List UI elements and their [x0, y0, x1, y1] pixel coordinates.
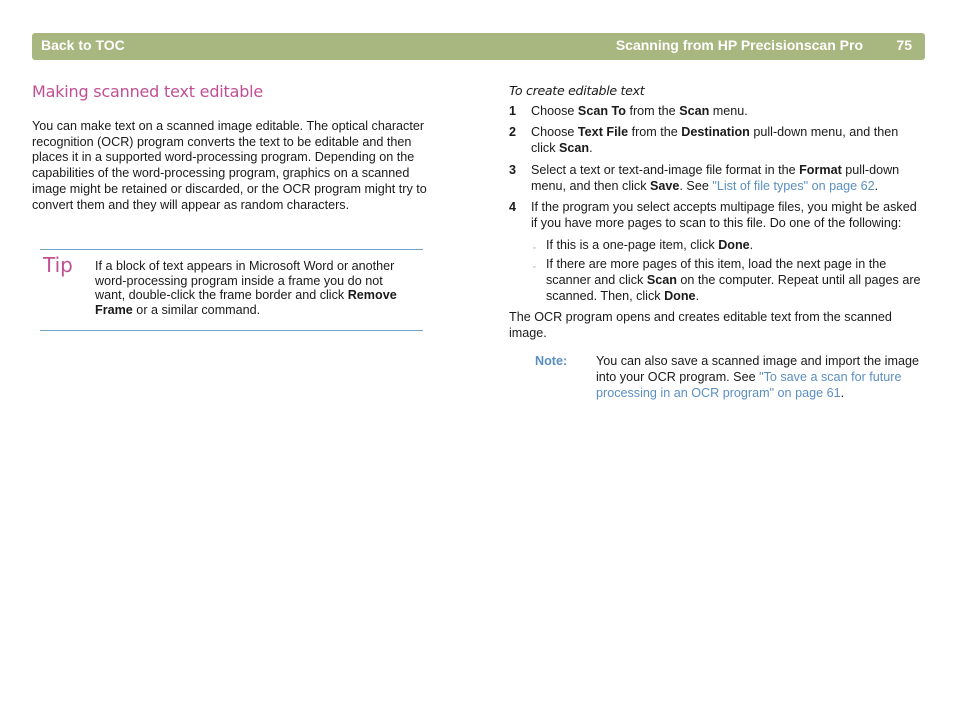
note-label: Note:: [535, 354, 568, 369]
back-to-toc-link[interactable]: Back to TOC: [41, 37, 125, 53]
step-number: 2: [509, 125, 517, 140]
note: Note: You can also save a scanned image and import the image into your OCR program. See "To save a scan for future processing in an OCR program" on page 61.: [535, 354, 919, 400]
save-scan-ocr-link[interactable]: "To save a scan for future processing in an OCR program" on page 61: [596, 370, 902, 400]
step-number: 3: [509, 162, 517, 177]
step-3: 3 Select a text or text-and-image file format in the Format pull-down menu, and then click Save. See "List of file types" on page 62.: [509, 162, 900, 193]
tip-box: [40, 249, 423, 331]
section-title: Making scanned text editable: [32, 82, 264, 101]
procedure-title: To create editable text: [509, 83, 645, 98]
step-1: 1 Choose Scan To from the Scan menu.: [509, 103, 748, 118]
step-2: 2 Choose Text File from the Destination pull-down menu, and then click Scan.: [509, 125, 899, 156]
bullet-icon: ▫: [533, 244, 536, 252]
list-item: ▫ If there are more pages of this item, load the next page in the scanner and click Scan on the computer. Repeat until all pages are scanned. Then, click Done.: [533, 257, 921, 303]
list-item: ▫ If this is a one-page item, click Done.: [531, 238, 925, 254]
file-types-link[interactable]: "List of file types" on page 62: [712, 178, 875, 193]
step-number: 1: [509, 103, 517, 118]
step-4: 4 If the program you select accepts multipage files, you might be asked if you have more pages to scan to this file. Do one of the following:: [509, 200, 917, 230]
page-number: 75: [896, 37, 912, 53]
closing-paragraph: The OCR program opens and creates editable text from the scanned image.: [509, 310, 892, 341]
tip-label: Tip: [43, 253, 73, 277]
document-title: Scanning from HP Precisionscan Pro: [615, 37, 863, 53]
tip-text: If a block of text appears in Microsoft Word or another word-processing program inside a frame you do not want, double-click the frame border and click Remove Frame or a similar command.: [95, 259, 397, 318]
bullet-icon: ▫: [533, 264, 536, 272]
step-4-options: [531, 238, 925, 305]
procedure-column: [509, 83, 925, 414]
intro-paragraph: You can make text on a scanned image editable. The optical character recognition (OCR) program converts the text to be editable and then places it in a supported word-processing program. Depending on the capabilities of the word-processing program, graphics on a scanned image might be retained or discarded, or the OCR program might try to convert them and they will appear as random characters.: [32, 119, 427, 212]
page-header: [32, 33, 925, 60]
step-number: 4: [509, 200, 517, 215]
remove-frame-command: Remove Frame: [95, 288, 397, 318]
